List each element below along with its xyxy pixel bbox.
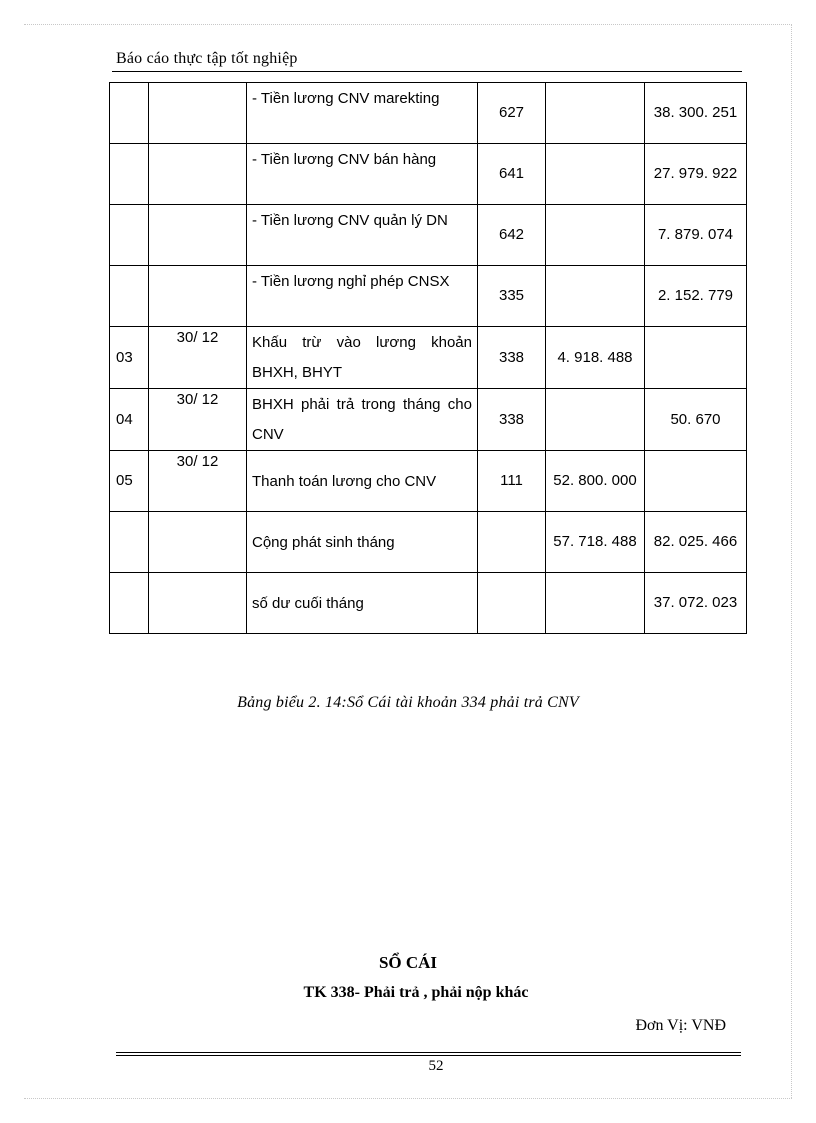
credit-amount-cell: 7. 879. 074 <box>645 205 747 266</box>
contra-account-cell: 641 <box>478 144 546 205</box>
entry-date-cell <box>149 144 247 205</box>
page-guide-top <box>24 24 792 25</box>
credit-amount-cell: 37. 072. 023 <box>645 573 747 634</box>
contra-account-cell: 335 <box>478 266 546 327</box>
table-row <box>110 389 747 451</box>
ledger-title: SỔ CÁI <box>378 953 438 972</box>
entry-number-cell <box>110 83 149 144</box>
entry-date-cell <box>149 266 247 327</box>
footer-rule <box>116 1052 741 1053</box>
credit-amount-cell <box>645 451 747 512</box>
credit-amount-cell: 82. 025. 466 <box>645 512 747 573</box>
contra-account-cell: 338 <box>478 389 546 451</box>
page-number: 52 <box>428 1058 444 1074</box>
debit-amount-cell: 4. 918. 488 <box>546 327 645 389</box>
debit-amount-cell <box>546 573 645 634</box>
contra-account-cell: 627 <box>478 83 546 144</box>
table-row <box>110 573 747 634</box>
debit-amount-cell <box>546 83 645 144</box>
entry-date-cell <box>149 512 247 573</box>
credit-amount-cell: 2. 152. 779 <box>645 266 747 327</box>
debit-amount-cell <box>546 205 645 266</box>
contra-account-cell: 338 <box>478 327 546 389</box>
description-cell: - Tiền lương CNV marekting <box>247 83 478 144</box>
description-cell: - Tiền lương CNV quản lý DN <box>247 205 478 266</box>
credit-amount-cell: 27. 979. 922 <box>645 144 747 205</box>
description-cell: BHXH phải trả trong tháng cho CNV <box>247 389 478 451</box>
footer-rule <box>116 1055 741 1056</box>
entry-number-cell: 04 <box>110 389 149 451</box>
page-guide-right <box>791 24 792 1098</box>
entry-number-cell: 05 <box>110 451 149 512</box>
ledger-table <box>109 82 747 634</box>
entry-number-cell <box>110 266 149 327</box>
table-row <box>110 83 747 144</box>
description-cell: Thanh toán lương cho CNV <box>247 451 478 512</box>
entry-date-cell: 30/ 12 <box>149 451 247 512</box>
entry-date-cell: 30/ 12 <box>149 389 247 451</box>
table-row <box>110 327 747 389</box>
contra-account-cell <box>478 512 546 573</box>
table-row <box>110 205 747 266</box>
currency-unit: Đơn Vị: VNĐ <box>635 1017 726 1034</box>
entry-number-cell <box>110 512 149 573</box>
entry-date-cell: 30/ 12 <box>149 327 247 389</box>
entry-number-cell: 03 <box>110 327 149 389</box>
table-row <box>110 512 747 573</box>
ledger-subtitle: TK 338- Phải trả , phải nộp khác <box>303 984 529 1001</box>
entry-date-cell <box>149 83 247 144</box>
contra-account-cell: 111 <box>478 451 546 512</box>
entry-date-cell <box>149 573 247 634</box>
debit-amount-cell <box>546 144 645 205</box>
table-row <box>110 144 747 205</box>
entry-number-cell <box>110 205 149 266</box>
description-cell: số dư cuối tháng <box>247 573 478 634</box>
description-cell: Cộng phát sinh tháng <box>247 512 478 573</box>
contra-account-cell: 642 <box>478 205 546 266</box>
table-row <box>110 266 747 327</box>
header-title: Báo cáo thực tập tốt nghiệp <box>116 50 298 67</box>
description-cell: - Tiền lương CNV bán hàng <box>247 144 478 205</box>
debit-amount-cell <box>546 389 645 451</box>
table-row <box>110 451 747 512</box>
description-cell: - Tiền lương nghỉ phép CNSX <box>247 266 478 327</box>
header-rule <box>112 71 742 72</box>
table-caption: Bảng biểu 2. 14:Sổ Cái tài khoản 334 phải trả CNV <box>237 694 579 711</box>
debit-amount-cell <box>546 266 645 327</box>
credit-amount-cell: 38. 300. 251 <box>645 83 747 144</box>
credit-amount-cell <box>645 327 747 389</box>
description-cell: Khấu trừ vào lương khoản BHXH, BHYT <box>247 327 478 389</box>
debit-amount-cell: 57. 718. 488 <box>546 512 645 573</box>
contra-account-cell <box>478 573 546 634</box>
credit-amount-cell: 50. 670 <box>645 389 747 451</box>
entry-date-cell <box>149 205 247 266</box>
page-guide-bottom <box>24 1098 792 1099</box>
entry-number-cell <box>110 144 149 205</box>
debit-amount-cell: 52. 800. 000 <box>546 451 645 512</box>
entry-number-cell <box>110 573 149 634</box>
ledger-table-body <box>110 83 747 634</box>
